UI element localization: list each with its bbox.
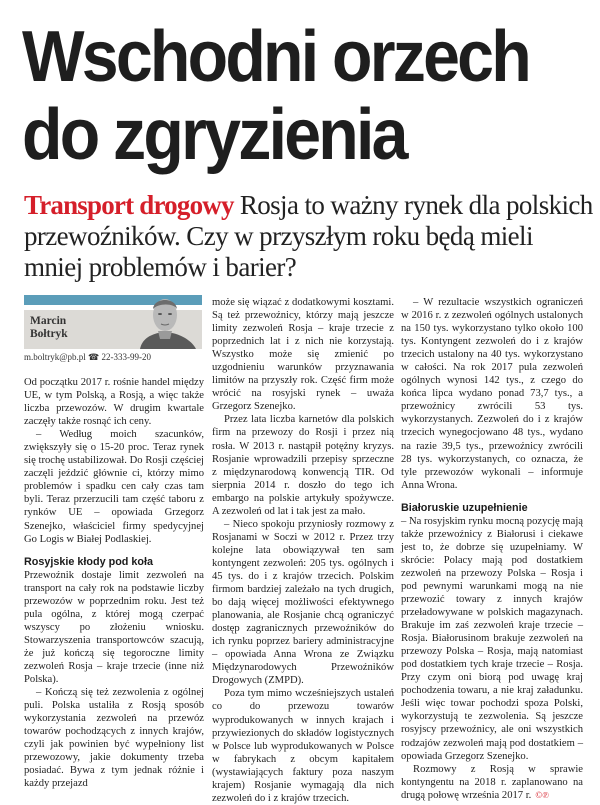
body-paragraph xyxy=(401,763,583,802)
author-name xyxy=(30,315,68,341)
lead-text: Rosja to ważny rynek dla polskich przewoźników. Czy w przyszłym roku będą mieli mniej problemów i barier? xyxy=(24,190,593,282)
body-paragraph: Przez lata liczba karnetów dla polskich firm na przewozy do Rosji i przez nią rosła. W 2013 r. nastąpił potężny kryzys. Rosjanie wprowadzili przepisy sprzeczne z międzynarodową konwencją TIR. Od sierpnia 2014 r. doszło do tego ich embargo na polskie artykuły spożywcze. A zezwoleń od lat i tak jest za mało. xyxy=(212,414,394,517)
lead-paragraph xyxy=(24,190,594,283)
article-column-2 xyxy=(212,296,394,805)
phone-icon: ☎ xyxy=(88,352,100,362)
headline xyxy=(22,18,537,174)
body-paragraph: może się wiązać z dodatkowymi kosztami. Są też przewoźnicy, którzy mają jeszcze limity zezwoleń Rosja – kraje trzecie z poprzednich lat i z nich nie korzystają. Wszystko może się zmienić po uzgodnieniu warunków przyznawania limitów na przyszły rok. Część firm może wrócić na rosyjski rynek – uważa Grzegorz Szenejko. xyxy=(212,297,394,413)
body-paragraph: Przewoźnik dostaje limit zezwoleń na transport na cały rok na podstawie liczby przewozów w poprzednim roku. Jest też pula ogólna, z której mogą czerpać wszyscy po złożeniu wniosku. Stowarzyszenia transportowców szacują, że już kończą się tegoroczne limity zezwoleń Rosja – kraje trzecie (inne niż Polska). xyxy=(24,569,204,685)
body-paragraph: – Według moich szacunków, zwiększyły się o 15-20 proc. Teraz rynek się trochę ustabilizował. Do Rosji częściej zaczęli jeździć głównie ci, którzy mimo problemów i spadku cen cały czas tam byli. Teraz przerzucili tam część taboru z rynków UE – opowiada Grzegorz Szenejko, właściciel firmy spedycyjnej Go Logis w Białej Podlaskiej. xyxy=(24,429,204,545)
author-first-name: Marcin xyxy=(30,315,67,327)
subheading: Rosyjskie kłody pod koła xyxy=(24,555,154,568)
body-paragraph: – Kończą się też zezwolenia z ogólnej puli. Polska ustaliła z Rosją sposób wykorzystania zezwoleń na przewóz towarów pochodzących z innych krajów, czyli jak powinien być wypełniony list przewozowy, jakie dokumenty trzeba posiadać. Bywa z tym jednak różnie i każdy przejazd xyxy=(24,687,204,790)
body-paragraph: – W rezultacie wszystkich ograniczeń w 2016 r. z zezwoleń ogólnych ustalonych na 150 tys. wykorzystano tylko około 100 tys. Kontyngent zezwoleń do i z krajów trzecich ustalony na 40 tys. wykorzystano w całości. Na rok 2017 pula zezwoleń ogólnych wynosi 142 tys., z czego do końca lipca wydano ponad 73,7 tys., a przewoźnicy zwrócili 53 tys. wykorzystanych. Zezwoleń do i z krajów trzecich wynegocjowano 48 tys., wydano na razie 39,5 tys., przewoźnicy zwrócili 28 tys. wykorzystanych, co oznacza, że tyle przewozów wykonali – informuje Anna Wrona. xyxy=(401,297,583,491)
body-paragraph: Poza tym mimo wcześniejszych ustaleń co do przewozu towarów wyprodukowanych w innych krajach i przywiezionych do składów logistycznych w Polsce lub wyprodukowanych w Polsce w fabrykach z obcym kapitałem (wystawiających faktury poza naszym krajem) Rosjanie wymagają dla nich zezwoleń do i z krajów trzecich. xyxy=(212,688,394,804)
body-paragraph: – Nieco spokoju przyniosły rozmowy z Rosjanami w Soczi w 2012 r. Przez trzy kolejne lata obowiązywał ten sam kontyngent zezwoleń: 205 tys. ogólnych i 45 tys. do i z krajów trzecich. Polskim firmom bardziej zależało na tych drugich, bo dają więcej możliwości efektywnego planowania, ale Rosjanie chcą ograniczyć dostęp zagranicznych przewoźników do ich rynku poprzez bariery administracyjne – opowiada Anna Wrona ze Związku Międzynarodowych Przewoźników Drogowych (ZMPD). xyxy=(212,518,394,687)
headline-line-2: do zgryzienia xyxy=(22,95,406,175)
author-contact xyxy=(24,352,151,363)
subheading: Białoruskie uzupełnienie xyxy=(401,501,528,514)
author-box xyxy=(24,295,202,349)
body-paragraph: Od początku 2017 r. rośnie handel między UE, w tym Polską, a Rosją, a więc także liczba przewozów. W drugim kwartale zaczęły także rosnąć ich ceny. xyxy=(24,377,204,428)
article-column-1 xyxy=(24,376,204,790)
end-mark-icon: ©℗ xyxy=(535,789,550,800)
closing-text: Rozmowy z Rosją w sprawie kontyngentu na 2018 r. zaplanowano na drugą połowę września 2017 r. xyxy=(401,763,583,801)
author-photo xyxy=(132,295,198,349)
author-email[interactable]: m.boltryk@pb.pl xyxy=(24,352,86,362)
author-phone: 22-333-99-20 xyxy=(101,352,152,362)
headline-line-1: Wschodni orzech xyxy=(22,17,529,97)
author-last-name: Bołtryk xyxy=(30,328,68,340)
body-paragraph: – Na rosyjskim rynku mocną pozycję mają także przewoźnicy z Białorusi i ciekawe jest to, że dobrze się uzupełniamy. W skrócie: Polacy mają pod dostatkiem zezwoleń na przewozy Polska – Rosja i pod pewnymi warunkami mogą na nie przewozić towary z innych krajów przeładowywane w polskich magazynach. Brakuje im zaś zezwoleń kraje trzecie – Rosja. Białorusinom brakuje zezwoleń na przewozy Polska – Rosja, mają natomiast pod dostatkiem tych kraje trzecie – Rosja. Przy czym oni biorą pod uwagę kraj pochodzenia towaru, a nie kraj załadunku. Jeśli więc towar pochodzi spoza Polski, wykorzystują te zezwolenia. Są jeszcze rosyjscy przewoźnicy, ale oni wszystkich rodzajów zezwoleń mają pod dostatkiem – opowiada Grzegorz Szenejko. xyxy=(401,515,583,762)
section-kicker: Transport drogowy xyxy=(24,190,234,220)
